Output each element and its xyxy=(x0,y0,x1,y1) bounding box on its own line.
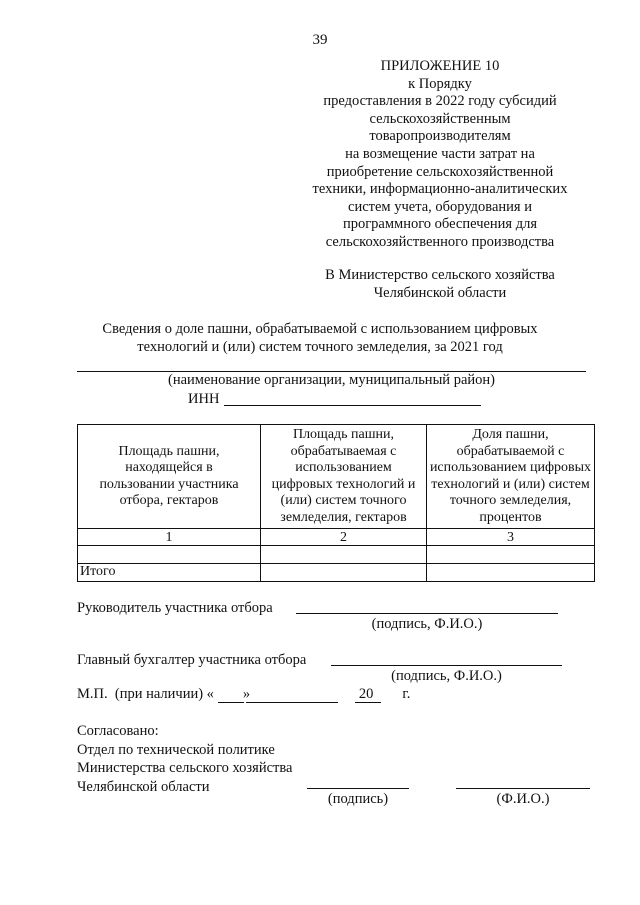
appendix-line: сельскохозяйственным xyxy=(369,110,511,127)
table-total-row xyxy=(78,564,595,582)
total-label: Итого xyxy=(78,564,261,582)
accountant-signature-caption: (подпись, Ф.И.О.) xyxy=(391,668,502,684)
agreed-line: Согласовано: xyxy=(77,723,159,739)
agreed-signature-caption: (подпись) xyxy=(327,791,389,807)
agreed-signature-line xyxy=(307,788,409,789)
head-signature-caption: (подпись, Ф.И.О.) xyxy=(371,616,483,632)
table-cell xyxy=(427,564,595,582)
agreed-block xyxy=(77,722,292,796)
appendix-header xyxy=(310,58,570,252)
addressee-line: В Министерство сельского хозяйства xyxy=(325,267,555,283)
addressee-line: Челябинской области xyxy=(373,285,507,301)
appendix-line: программного обеспечения для xyxy=(342,216,538,233)
organization-caption: (наименование организации, муниципальный район) xyxy=(168,372,495,388)
table-row xyxy=(78,546,595,564)
document-title xyxy=(70,320,570,356)
appendix-line: приобретение сельскохозяйственной xyxy=(326,163,554,180)
agreed-name-line xyxy=(456,788,590,789)
table-header-row xyxy=(78,425,595,529)
table-cell xyxy=(78,546,261,564)
month-underline xyxy=(246,702,338,703)
stamp-date-line: М.П. (при наличии) « » 20 г. xyxy=(77,686,411,702)
page-number: 39 xyxy=(312,32,328,48)
agreed-line: Министерства сельского хозяйства xyxy=(77,760,293,776)
appendix-line: сельскохозяйственного производства xyxy=(325,233,555,250)
table-cell xyxy=(261,564,427,582)
year-underline xyxy=(355,702,381,703)
appendix-line: товаропроизводителям xyxy=(369,128,511,145)
agreed-line: Челябинской области xyxy=(77,778,210,795)
appendix-line: ПРИЛОЖЕНИЕ 10 xyxy=(380,58,500,74)
agreed-name-caption: (Ф.И.О.) xyxy=(496,791,550,807)
appendix-line: на возмещение части затрат на xyxy=(345,145,535,162)
day-underline xyxy=(218,702,244,703)
table-header-cell: Доля пашни, обрабатываемой с использованием цифровых технологий и (или) систем точного земледелия, процентов xyxy=(427,425,595,529)
title-line: технологий и (или) систем точного земледелия, за 2021 год xyxy=(137,339,503,355)
accountant-signature-label: Главный бухгалтер участника отбора xyxy=(77,652,307,668)
data-table xyxy=(77,424,595,582)
inn-label: ИНН xyxy=(188,391,220,407)
column-number: 2 xyxy=(261,529,427,546)
table-header-cell: Площадь пашни, находящейся в пользовании участника отбора, гектаров xyxy=(78,425,261,529)
appendix-line: техники, информационно-аналитических xyxy=(312,181,568,198)
addressee xyxy=(310,266,570,302)
column-number: 3 xyxy=(427,529,595,546)
appendix-line: к Порядку xyxy=(408,75,472,92)
table-header-cell: Площадь пашни, обрабатываемая с использованием цифровых технологий и (или) систем точного земледелия, гектаров xyxy=(261,425,427,529)
appendix-line: предоставления в 2022 году субсидий xyxy=(323,93,557,110)
table-number-row xyxy=(78,529,595,546)
title-line: Сведения о доле пашни, обрабатываемой с использованием цифровых xyxy=(102,321,538,337)
appendix-line: систем учета, оборудования и xyxy=(348,198,532,215)
inn-line xyxy=(224,405,481,406)
column-number: 1 xyxy=(78,529,261,546)
head-signature-label: Руководитель участника отбора xyxy=(77,600,273,616)
head-signature-line xyxy=(296,613,558,614)
table-cell xyxy=(427,546,595,564)
agreed-line: Отдел по технической политике xyxy=(77,741,275,758)
table-cell xyxy=(261,546,427,564)
accountant-signature-line xyxy=(331,665,562,666)
